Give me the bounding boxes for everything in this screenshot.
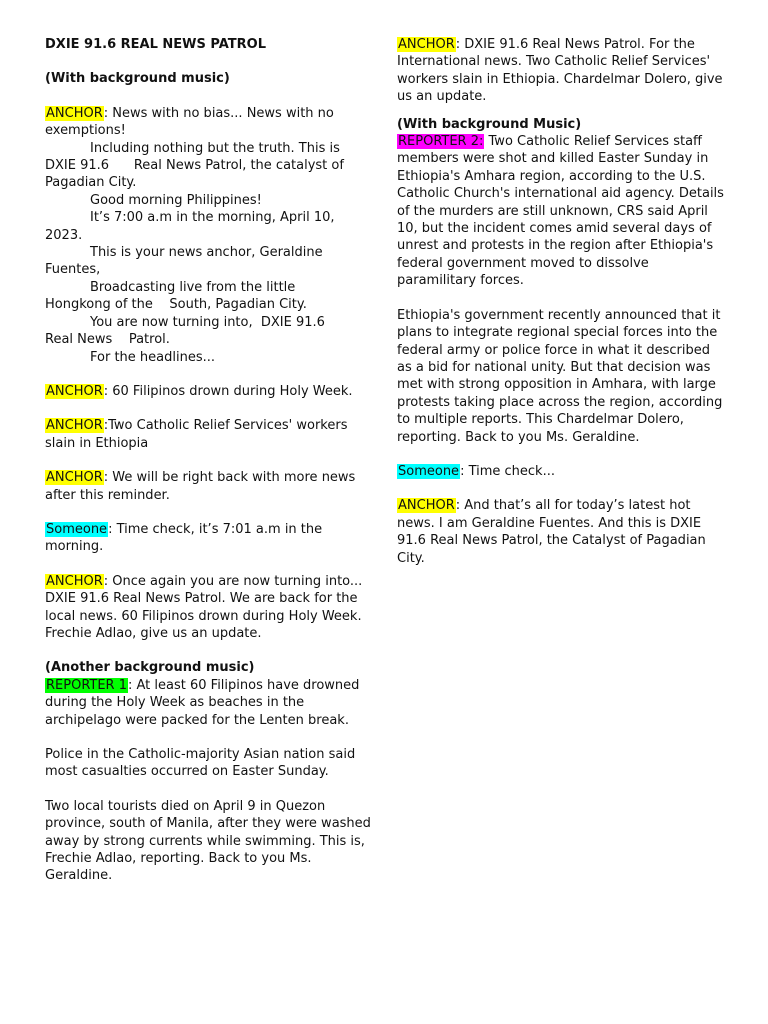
speaker-tag-anchor: ANCHOR <box>46 105 103 121</box>
someone-time-check <box>397 463 725 480</box>
dialogue-line: 2023. <box>45 227 83 243</box>
anchor-intro-line <box>45 105 372 140</box>
speaker-tag-anchor: ANCHOR <box>46 573 103 589</box>
dialogue-line: It’s 7:00 a.m in the morning, April 10, <box>90 210 335 226</box>
dialogue-text: : Once again you are now turning into... DXIE 91.6 Real News Patrol. We are back for the local news. 60 Filipinos drown during Holy Week. Frechie Adlao, give us an update. <box>45 573 363 641</box>
stage-direction-bg-music: (Another background music) <box>45 660 255 676</box>
anchor-headline-2 <box>45 417 372 452</box>
speaker-tag-anchor: ANCHOR <box>46 418 103 434</box>
someone-time-check <box>45 521 372 556</box>
dialogue-text: : Time check... <box>460 463 555 479</box>
dialogue-text: :Two Catholic Relief Services' workers slain in Ethiopia <box>45 418 348 451</box>
dialogue-text: Two Catholic Relief Services staff members were shot and killed Easter Sunday in Ethiopia's Amhara region, according to the U.S. Catholic Church's international aid agency. Details of the murders are still unknown, CRS said April 10, but the incident comes amid several days of unrest and protests in the region after Ethiopia's federal government moved to dissolve paramilitary forces. <box>397 134 724 289</box>
dialogue-line: DXIE 91.6 Real News Patrol, the catalyst of Pagadian City. <box>45 158 349 191</box>
dialogue-line: Fuentes, <box>45 262 101 278</box>
dialogue-text: : At least 60 Filipinos have drowned during the Holy Week as beaches in the archipelago were packed for the Lenten break. <box>45 677 360 728</box>
dialogue-line: Broadcasting live from the little <box>90 279 296 295</box>
report-paragraph: Ethiopia's government recently announced that it plans to integrate regional special forces into the federal army or police force in what it described as a bid for national unity. But that decision was met with strong opposition in Amhara, with large protests taking place across the region, according to multiple reports. This Chardelmar Dolero, reporting. Back to you Ms. Geraldine. <box>397 307 723 445</box>
speaker-tag-reporter-2: REPORTER 2: <box>398 134 484 150</box>
dialogue-line: Real News Patrol. <box>45 332 170 348</box>
report-paragraph: Two local tourists died on April 9 in Quezon province, south of Manila, after they were washed away by strong currents while swimming. This is, Frechie Adlao, reporting. Back to you Ms. Geraldine. <box>45 798 371 884</box>
reporter-2-report <box>397 133 725 290</box>
dialogue-line: This is your news anchor, Geraldine <box>90 245 323 261</box>
speaker-tag-anchor: ANCHOR <box>46 383 103 399</box>
dialogue-text: : News with no bias... News with no exemptions! <box>45 105 334 139</box>
dialogue-line: Including nothing but the truth. This is <box>90 140 340 156</box>
dialogue-line: Good morning Philippines! <box>90 192 262 208</box>
speaker-tag-reporter-1: REPORTER 1 <box>46 677 127 693</box>
dialogue-text: : Time check, it’s 7:01 a.m in the morning. <box>45 521 323 555</box>
dialogue-text: : DXIE 91.6 Real News Patrol. For the International news. Two Catholic Relief Services' workers slain in Ethiopia. Chardelmar Dolero, give us an update. <box>397 37 723 105</box>
dialogue-text: : And that’s all for today’s latest hot news. I am Geraldine Fuentes. And this is DXIE 91.6 Real News Patrol, the Catalyst of Pagadian City. <box>397 498 706 566</box>
anchor-international-news <box>397 36 725 106</box>
stage-direction-bg-music: (With background music) <box>45 71 230 87</box>
dialogue-text: : 60 Filipinos drown during Holy Week. <box>103 383 353 399</box>
dialogue-line: Hongkong of the South, Pagadian City. <box>45 297 307 313</box>
dialogue-line: You are now turning into, DXIE 91.6 <box>90 314 325 330</box>
anchor-intro-block <box>45 105 372 366</box>
dialogue-text: : We will be right back with more news after this reminder. <box>45 470 356 503</box>
speaker-tag-someone: Someone <box>46 521 108 537</box>
speaker-tag-anchor: ANCHOR <box>398 37 455 52</box>
stage-direction-bg-music: (With background Music) <box>397 116 582 132</box>
reporter-1-report <box>45 677 372 729</box>
right-column <box>397 36 725 567</box>
report-paragraph: Police in the Catholic-majority Asian nation said most casualties occurred on Easter Sunday. <box>45 747 356 780</box>
dialogue-line: For the headlines... <box>90 349 215 365</box>
anchor-headline-1 <box>45 383 372 400</box>
speaker-tag-anchor: ANCHOR <box>398 498 455 514</box>
script-title: DXIE 91.6 REAL NEWS PATROL <box>45 37 267 52</box>
anchor-reminder <box>45 469 372 504</box>
speaker-tag-someone: Someone <box>398 463 460 479</box>
left-column <box>45 36 372 885</box>
anchor-closing <box>397 497 725 567</box>
anchor-local-news <box>45 573 372 643</box>
speaker-tag-anchor: ANCHOR <box>46 470 103 486</box>
